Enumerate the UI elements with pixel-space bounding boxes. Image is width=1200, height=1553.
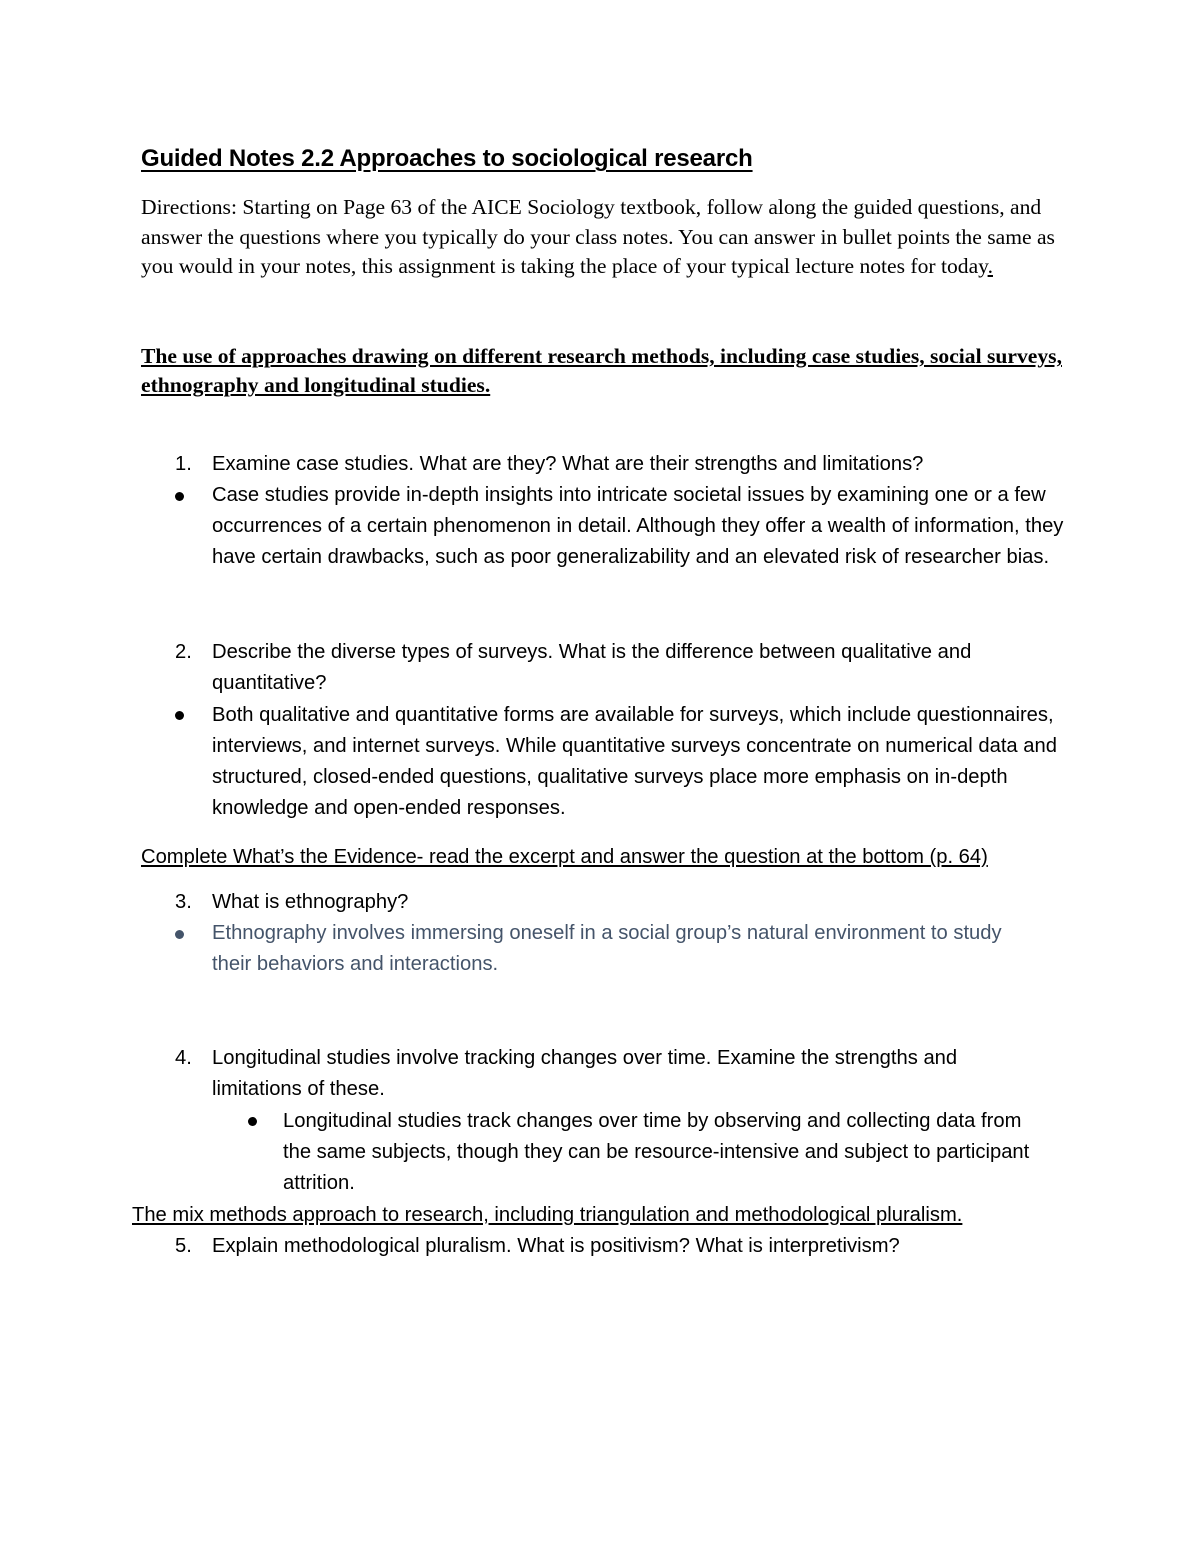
- bullet-icon: [175, 711, 184, 720]
- question-5-text: Explain methodological pluralism. What is positivism? What is interpretivism?: [212, 1235, 900, 1257]
- question-1-number: 1.: [175, 453, 192, 475]
- question-3-text: What is ethnography?: [212, 891, 409, 913]
- question-1-text: Examine case studies. What are they? What are their strengths and limitations?: [212, 453, 924, 475]
- question-1-answer: Case studies provide in-depth insights into intricate societal issues by examining one or a few occurrences of a certain phenomenon in detail. Although they offer a wealth of information, they have certain drawbacks, such as poor generalizability and an elevated risk of researcher bias.: [212, 484, 1064, 568]
- question-3-answer: Ethnography involves immersing oneself in a social group’s natural environment to study their behaviors and interactions.: [212, 922, 1002, 975]
- bullet-icon: [175, 492, 184, 501]
- evidence-instruction: Complete What’s the Evidence- read the excerpt and answer the question at the bottom (p. 64): [141, 846, 988, 868]
- directions-text: Directions: Starting on Page 63 of the AICE Sociology textbook, follow along the guided questions, and answer the questions where you typically do your class notes. You can answer in bullet points the same as you would in your notes, this assignment is taking the place of your typical lecture notes for today: [141, 195, 1055, 279]
- bullet-icon: [248, 1117, 257, 1126]
- question-2-text: Describe the diverse types of surveys. What is the difference between qualitative and quantitative?: [212, 641, 972, 694]
- question-4-number: 4.: [175, 1047, 192, 1069]
- section-heading-mixed-methods: The mix methods approach to research, including triangulation and methodological pluralism.: [132, 1204, 963, 1226]
- section-heading-research-methods: The use of approaches drawing on different research methods, including case studies, social surveys, ethnography and longitudinal studies.: [141, 344, 1062, 397]
- question-5-number: 5.: [175, 1235, 192, 1257]
- page-title: Guided Notes 2.2 Approaches to sociological research: [141, 145, 753, 172]
- question-4-answer: Longitudinal studies track changes over time by observing and collecting data from the same subjects, though they can be resource-intensive and subject to participant attrition.: [283, 1110, 1030, 1194]
- directions-paragraph: [141, 193, 1071, 282]
- question-2-answer: Both qualitative and quantitative forms are available for surveys, which include questionnaires, interviews, and internet surveys. While quantitative surveys concentrate on numerical data and structured, closed-ended questions, qualitative surveys place more emphasis on in-depth knowledge and open-ended responses.: [212, 704, 1057, 819]
- bullet-icon: [175, 930, 184, 939]
- directions-end: .: [987, 254, 993, 279]
- question-4-text: Longitudinal studies involve tracking changes over time. Examine the strengths and limitations of these.: [212, 1047, 958, 1100]
- question-3-number: 3.: [175, 891, 192, 913]
- question-2-number: 2.: [175, 641, 192, 663]
